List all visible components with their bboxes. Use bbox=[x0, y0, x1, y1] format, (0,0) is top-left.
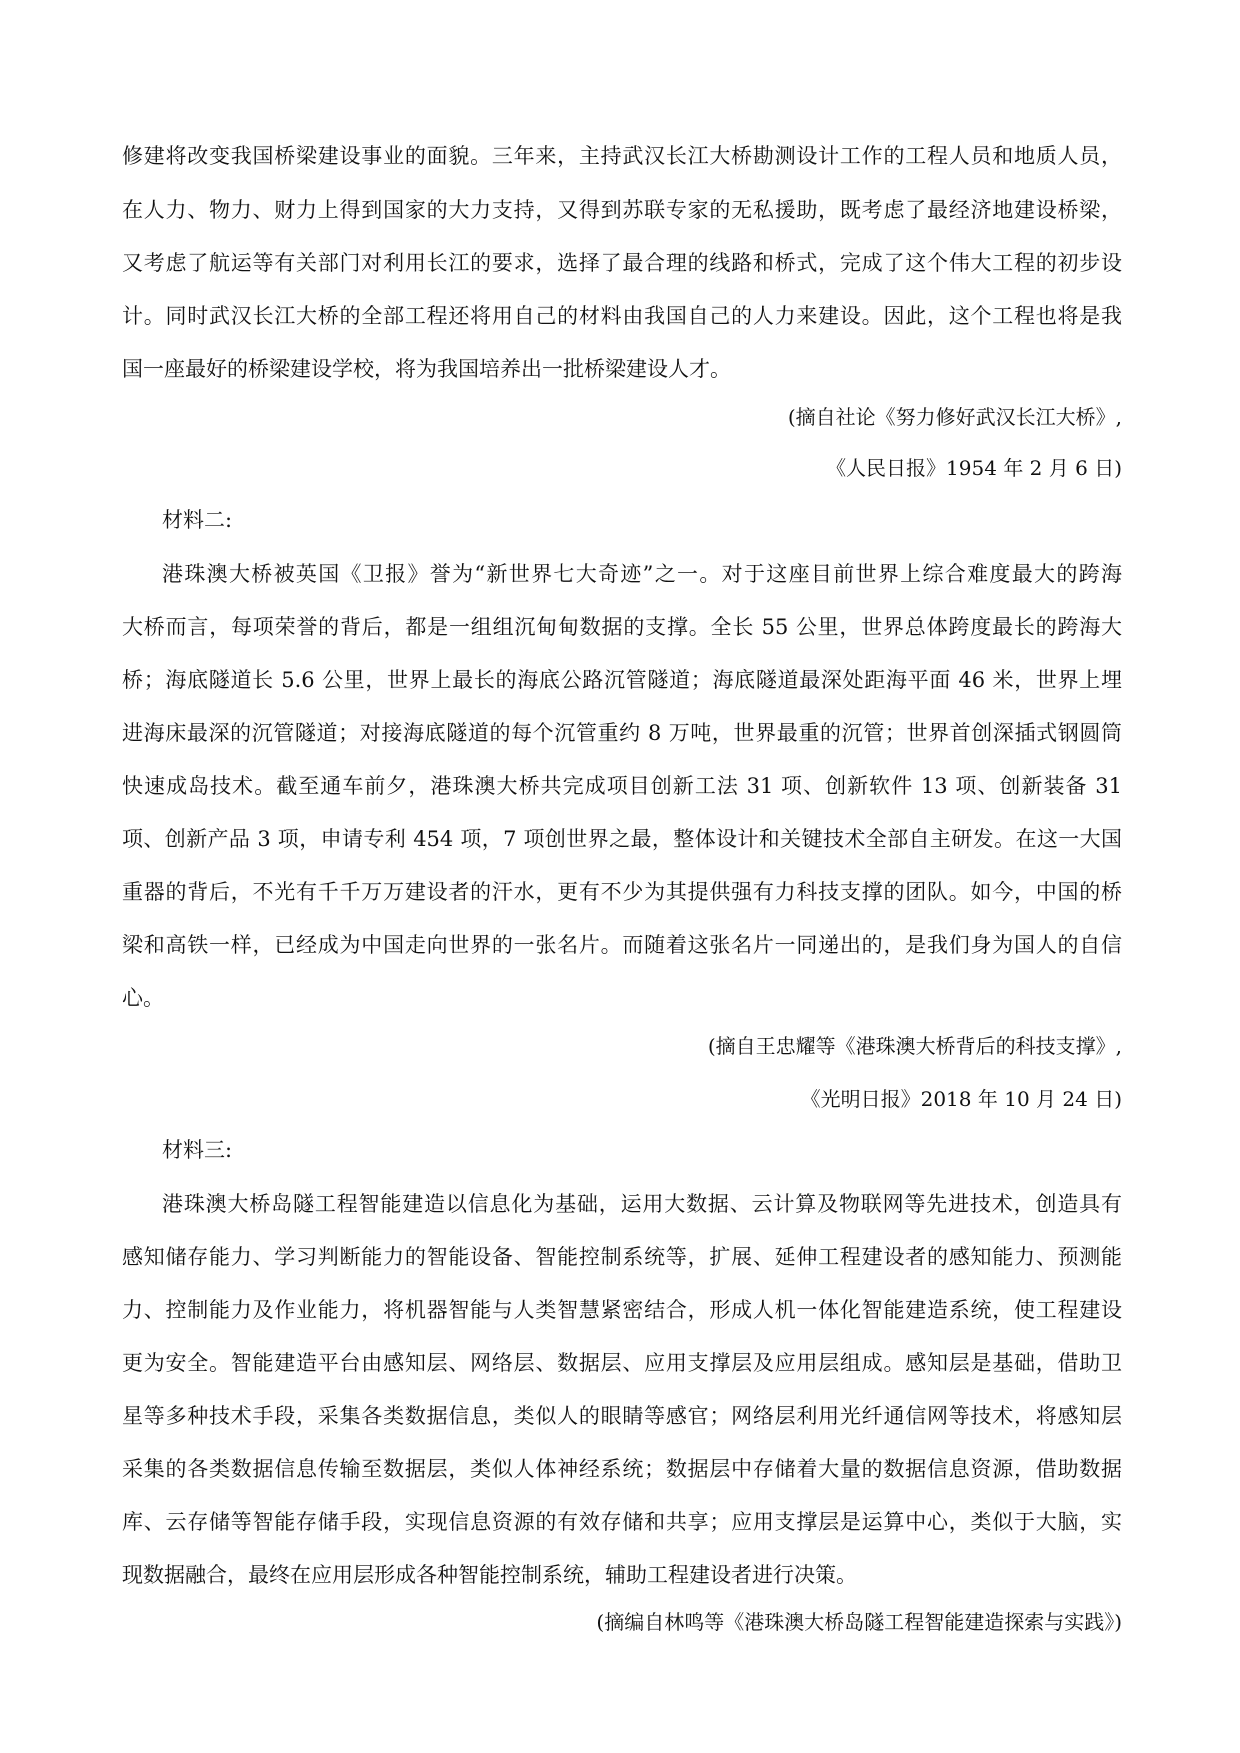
material2-source-line-1: (摘自王忠耀等《港珠澳大桥背后的科技支撑》, bbox=[707, 1034, 1122, 1058]
material1-line-2: 在人力、物力、财力上得到国家的大力支持，又得到苏联专家的无私援助，既考虑了最经济地建设桥梁， bbox=[122, 198, 1122, 222]
material3-line-7: 库、云存储等智能存储手段，实现信息资源的有效存储和共享；应用支撑层是运算中心，类似于大脑，实 bbox=[122, 1510, 1122, 1534]
material3-source-line-1: (摘编自林鸣等《港珠澳大桥岛隧工程智能建造探索与实践》) bbox=[596, 1610, 1122, 1634]
material3-line-8: 现数据融合，最终在应用层形成各种智能控制系统，辅助工程建设者进行决策。 bbox=[122, 1563, 857, 1587]
material2-label: 材料二: bbox=[162, 508, 233, 532]
material2-line-5: 快速成岛技术。截至通车前夕，港珠澳大桥共完成项目创新工法 31 项、创新软件 13 项、创新装备 31 bbox=[122, 774, 1122, 798]
material1-line-1: 修建将改变我国桥梁建设事业的面貌。三年来，主持武汉长江大桥勘测设计工作的工程人员和地质人员， bbox=[122, 144, 1122, 168]
material2-line-3: 桥；海底隧道长 5.6 公里，世界上最长的海底公路沉管隧道；海底隧道最深处距海平面 46 米，世界上埋 bbox=[122, 668, 1122, 692]
material2-source-line-2: 《光明日报》2018 年 10 月 24 日) bbox=[800, 1087, 1122, 1111]
material1-source-line-1: (摘自社论《努力修好武汉长江大桥》, bbox=[787, 405, 1122, 429]
material2-line-7: 重器的背后，不光有千千万万建设者的汗水，更有不少为其提供强有力科技支撑的团队。如今，中国的桥 bbox=[122, 880, 1122, 904]
material2-line-8: 梁和高铁一样，已经成为中国走向世界的一张名片。而随着这张名片一同递出的，是我们身为国人的自信 bbox=[122, 933, 1122, 957]
material3-line-2: 感知储存能力、学习判断能力的智能设备、智能控制系统等，扩展、延伸工程建设者的感知能力、预测能 bbox=[122, 1245, 1122, 1269]
material3-line-6: 采集的各类数据信息传输至数据层，类似人体神经系统；数据层中存储着大量的数据信息资源，借助数据 bbox=[122, 1457, 1122, 1481]
material3-line-1: 港珠澳大桥岛隧工程智能建造以信息化为基础，运用大数据、云计算及物联网等先进技术，创造具有 bbox=[162, 1192, 1122, 1216]
material2-line-6: 项、创新产品 3 项，申请专利 454 项，7 项创世界之最，整体设计和关键技术全部自主研发。在这一大国 bbox=[122, 827, 1122, 851]
material1-source-line-2: 《人民日报》1954 年 2 月 6 日) bbox=[826, 456, 1122, 480]
material3-line-5: 星等多种技术手段，采集各类数据信息，类似人的眼睛等感官；网络层利用光纤通信网等技术，将感知层 bbox=[122, 1404, 1122, 1428]
material2-line-2: 大桥而言，每项荣誉的背后，都是一组组沉甸甸数据的支撑。全长 55 公里，世界总体跨度最长的跨海大 bbox=[122, 615, 1122, 639]
material2-line-1: 港珠澳大桥被英国《卫报》誉为“新世界七大奇迹”之一。对于这座目前世界上综合难度最大的跨海 bbox=[162, 562, 1122, 586]
material1-line-5: 国一座最好的桥梁建设学校，将为我国培养出一批桥梁建设人才。 bbox=[122, 357, 731, 381]
material3-line-4: 更为安全。智能建造平台由感知层、网络层、数据层、应用支撑层及应用层组成。感知层是基础，借助卫 bbox=[122, 1351, 1122, 1375]
material1-line-3: 又考虑了航运等有关部门对利用长江的要求，选择了最合理的线路和桥式，完成了这个伟大工程的初步设 bbox=[122, 251, 1122, 275]
material3-label: 材料三: bbox=[162, 1138, 233, 1162]
material2-line-4: 进海床最深的沉管隧道；对接海底隧道的每个沉管重约 8 万吨，世界最重的沉管；世界首创深插式钢圆筒 bbox=[122, 721, 1122, 745]
material3-line-3: 力、控制能力及作业能力，将机器智能与人类智慧紧密结合，形成人机一体化智能建造系统，使工程建设 bbox=[122, 1298, 1122, 1322]
material1-line-4: 计。同时武汉长江大桥的全部工程还将用自己的材料由我国自己的人力来建设。因此，这个工程也将是我 bbox=[122, 304, 1122, 328]
material2-line-9: 心。 bbox=[122, 986, 164, 1010]
